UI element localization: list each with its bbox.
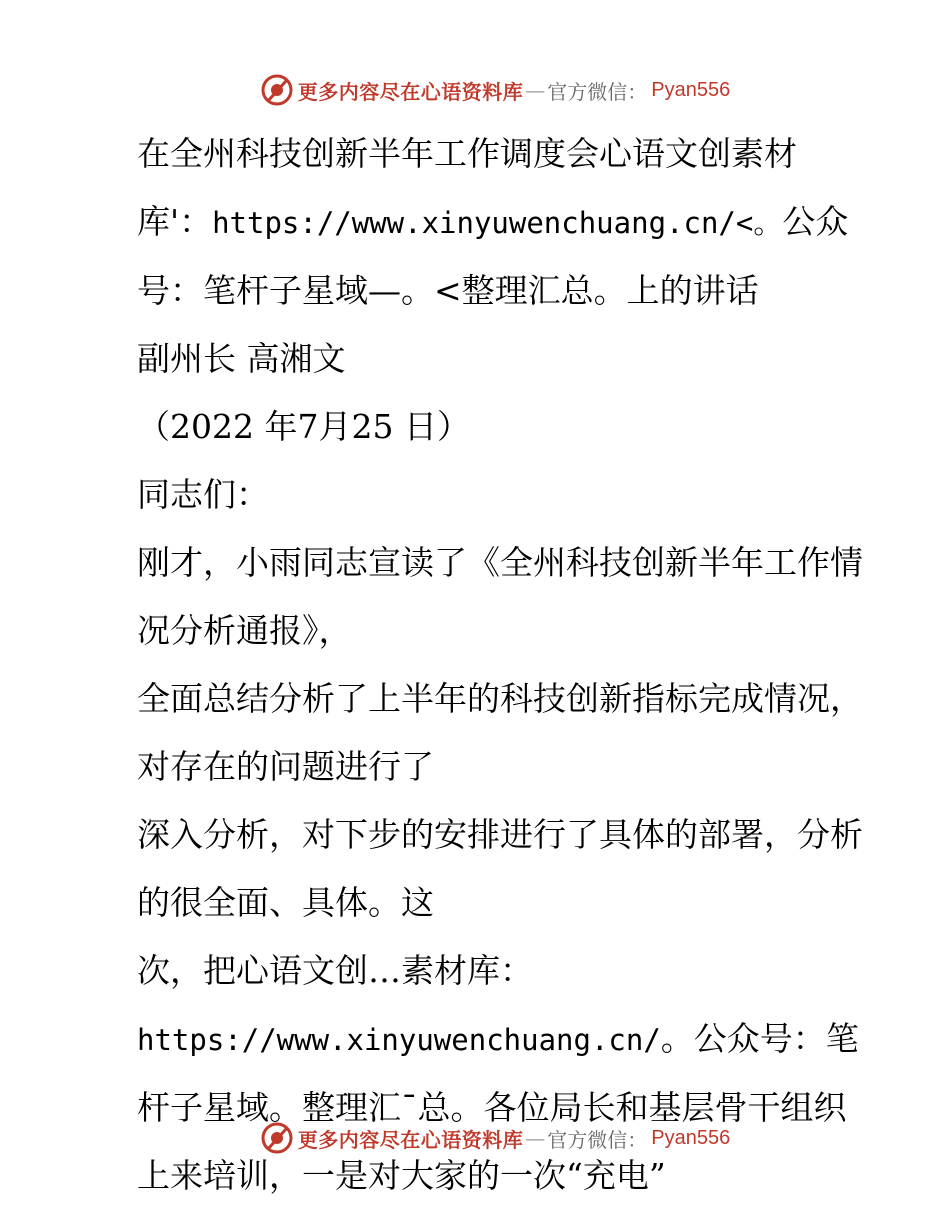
document-body <box>97 120 867 1210</box>
date-line: （2022 年7月25 日） <box>137 407 470 446</box>
header-banner <box>0 70 950 110</box>
banner-dash: — <box>525 1126 546 1150</box>
paragraph-3: 深入分析，对下步的安排进行了具体的部署，分析的很全面、具体。这 <box>137 815 863 922</box>
salutation: 同志们： <box>137 475 269 514</box>
banner-dash: — <box>525 78 546 102</box>
paragraph-4-url: https://www.xinyuwenchuang.cn/ <box>137 1023 661 1057</box>
paragraph-1: 刚才，小雨同志宣读了《全州科技创新半年工作情况分析通报》， <box>137 543 863 650</box>
paragraph-4 <box>97 937 867 1210</box>
brand-logo-icon <box>260 73 294 107</box>
title-paragraph <box>97 120 867 325</box>
paragraph-4-text: 次，把心语文创…素材库： <box>137 951 533 990</box>
banner-wechat-id: Pyan556 <box>651 1126 731 1149</box>
brand-logo-icon <box>260 1121 294 1155</box>
title-tail: 公众号：笔杆子星域—。<整理汇总。上的讲话 <box>137 202 849 310</box>
banner-main-text: 更多内容尽在心语资料库 <box>297 1127 524 1152</box>
paragraph-2: 全面总结分析了上半年的科技创新指标完成情况，对存在的问题进行了 <box>137 679 863 786</box>
title-url: https://www.xinyuwenchuang.cn/<。 <box>212 206 783 240</box>
banner-official-label: 官方微信： <box>547 1127 648 1152</box>
title-text: 在全州科技创新半年工作调度会心语文创素材库'： <box>137 134 797 241</box>
author-line: 副州长 高湘文 <box>137 339 346 378</box>
banner-official-label: 官方微信： <box>547 79 648 104</box>
paragraph-4-tail: 。公众号：笔杆子星域。整理汇¯总。各位局长和基层骨干组织上来培训，一是对大家的一次“充电” <box>137 1019 859 1195</box>
footer-banner <box>0 1118 950 1158</box>
banner-main-text: 更多内容尽在心语资料库 <box>297 79 524 104</box>
banner-wechat-id: Pyan556 <box>651 78 731 101</box>
